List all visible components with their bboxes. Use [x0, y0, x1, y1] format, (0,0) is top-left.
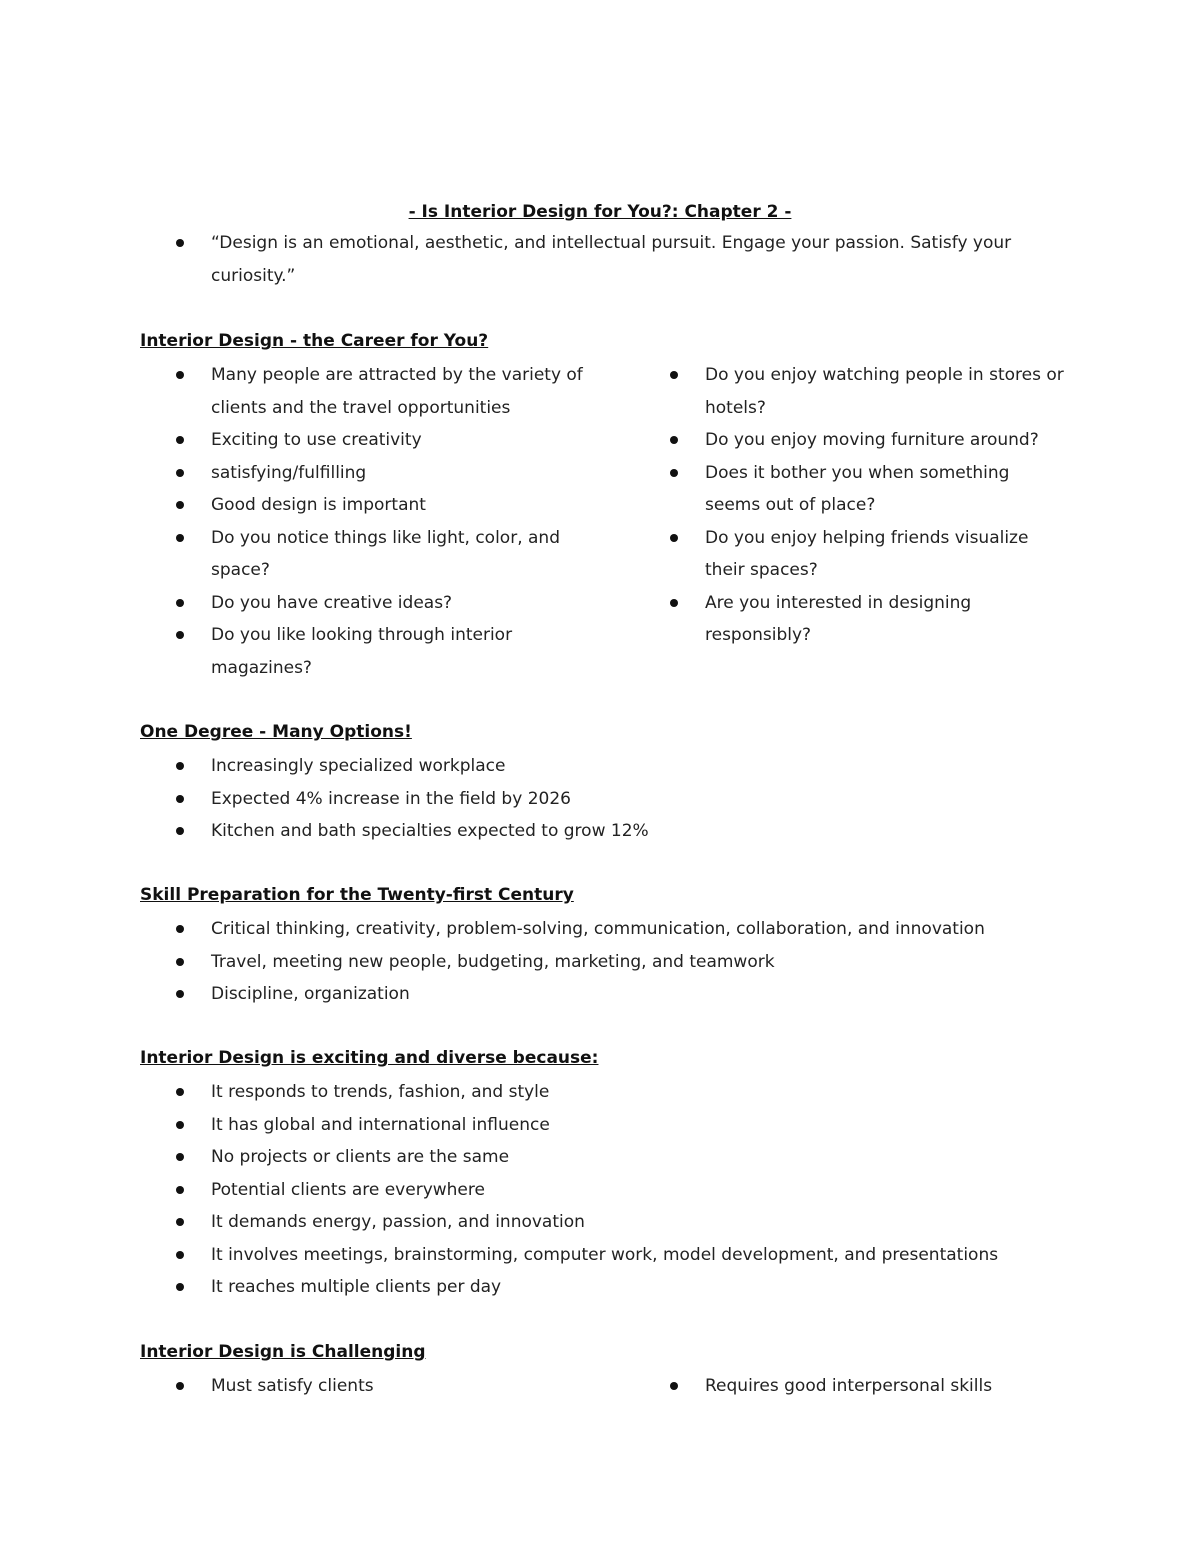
- bullet-icon: [670, 469, 678, 477]
- list-item: [140, 1206, 1070, 1239]
- quote-text: “Design is an emotional, aesthetic, and intellectual pursuit. Engage your passion. Satisfy your curiosity.”: [211, 233, 1012, 286]
- bullet-icon: [176, 958, 184, 966]
- section-exciting: [140, 1044, 1070, 1304]
- bullet-icon: [176, 1283, 184, 1291]
- bullet-icon: [176, 925, 184, 933]
- list-item: [140, 1109, 1070, 1142]
- bullet-icon: [176, 534, 184, 542]
- section-career: [140, 327, 1070, 678]
- list-item: [634, 457, 1064, 522]
- list-item: [634, 587, 1064, 652]
- bullet-icon: [176, 599, 184, 607]
- bullet-icon: [176, 436, 184, 444]
- list-item-text: Good design is important: [211, 495, 426, 515]
- list-item: [140, 1239, 1070, 1272]
- section-heading: Skill Preparation for the Twenty-first Century: [140, 885, 574, 905]
- list-item: [140, 489, 610, 522]
- list-item: [634, 424, 1064, 457]
- bullet-icon: [176, 1218, 184, 1226]
- bullet-icon: [176, 1088, 184, 1096]
- list-item-text: Do you like looking through interior magazines?: [211, 625, 513, 678]
- list-item: [140, 522, 610, 587]
- bullet-icon: [176, 469, 184, 477]
- right-column: [634, 1366, 1064, 1403]
- list-item-text: Does it bother you when something seems out of place?: [705, 462, 1010, 515]
- list-item-text: Travel, meeting new people, budgeting, marketing, and teamwork: [211, 951, 775, 972]
- list-item-text: Critical thinking, creativity, problem-solving, communication, collaboration, and innovation: [211, 919, 985, 939]
- list-item: [140, 913, 1070, 946]
- section-challenging: [140, 1338, 1070, 1396]
- list-item-text: Do you enjoy helping friends visualize their spaces?: [705, 527, 1029, 580]
- list-item: [140, 1370, 610, 1403]
- list-item-text: It demands energy, passion, and innovation: [211, 1212, 585, 1232]
- bullet-icon: [670, 371, 678, 379]
- bullet-icon: [176, 1251, 184, 1259]
- list-item: [140, 946, 1070, 979]
- list-item: [140, 1174, 1070, 1207]
- bullet-icon: [176, 501, 184, 509]
- section-skills: [140, 881, 1070, 1011]
- list-item-text: Kitchen and bath specialties expected to grow 12%: [211, 821, 649, 841]
- list-item-text: Exciting to use creativity: [211, 430, 422, 450]
- list-item-text: It has global and international influence: [211, 1114, 550, 1135]
- list-item-text: No projects or clients are the same: [211, 1147, 510, 1167]
- bullet-icon: [176, 762, 184, 770]
- list-item: [634, 359, 1064, 424]
- list-item: [140, 1076, 1070, 1109]
- list-item: [140, 457, 610, 490]
- section-heading: One Degree - Many Options!: [140, 722, 412, 742]
- list-item-text: Do you enjoy watching people in stores or hotels?: [705, 365, 1064, 418]
- bullet-icon: [176, 1382, 184, 1390]
- list-item: [140, 978, 1070, 1011]
- section-heading: Interior Design is Challenging: [140, 1342, 426, 1362]
- quote-item: [140, 227, 1020, 292]
- list-item: [634, 1370, 1064, 1403]
- bullet-icon: [176, 1186, 184, 1194]
- bullet-icon: [670, 534, 678, 542]
- list-item-text: Are you interested in designing responsibly?: [705, 592, 972, 645]
- bullet-icon: [176, 371, 184, 379]
- document-title: - Is Interior Design for You?: Chapter 2 -: [408, 202, 792, 222]
- bullet-icon: [176, 827, 184, 835]
- list-item: [140, 750, 1070, 783]
- list-item-text: Do you enjoy moving furniture around?: [705, 430, 1039, 450]
- list-item: [140, 424, 610, 457]
- bullet-icon: [670, 599, 678, 607]
- list-item-text: Do you have creative ideas?: [211, 592, 453, 613]
- list-item-text: Potential clients are everywhere: [211, 1179, 485, 1200]
- bullet-icon: [176, 990, 184, 998]
- bullet-icon: [670, 1382, 678, 1390]
- section-heading: Interior Design - the Career for You?: [140, 331, 489, 351]
- list-item-text: Many people are attracted by the variety of clients and the travel opportunities: [211, 365, 583, 418]
- quote-list: [140, 227, 1020, 292]
- list-item-text: Must satisfy clients: [211, 1376, 374, 1396]
- bullet-icon: [670, 436, 678, 444]
- list-item: [634, 522, 1064, 587]
- list-item: [140, 783, 1070, 816]
- left-column: [140, 355, 610, 684]
- list-item-text: Do you notice things like light, color, and space?: [211, 527, 560, 580]
- section-degree: [140, 718, 1070, 848]
- section-heading: Interior Design is exciting and diverse because:: [140, 1048, 599, 1068]
- bullet-icon: [176, 631, 184, 639]
- list-item-text: Discipline, organization: [211, 984, 410, 1004]
- list-item-text: satisfying/fulfilling: [211, 462, 367, 483]
- list-item: [140, 815, 1070, 848]
- list-item: [140, 1271, 1070, 1304]
- list-item: [140, 619, 610, 684]
- bullet-icon: [176, 1121, 184, 1129]
- list-item-text: Increasingly specialized workplace: [211, 756, 506, 776]
- bullet-icon: [176, 1153, 184, 1161]
- list-item-text: It responds to trends, fashion, and style: [211, 1082, 550, 1102]
- list-item: [140, 1141, 1070, 1174]
- bullet-icon: [176, 795, 184, 803]
- bullet-icon: [176, 239, 184, 247]
- right-column: [634, 355, 1064, 652]
- list-item: [140, 359, 610, 424]
- left-column: [140, 1366, 610, 1403]
- list-item-text: Expected 4% increase in the field by 2026: [211, 788, 571, 809]
- list-item-text: It reaches multiple clients per day: [211, 1277, 502, 1297]
- list-item-text: Requires good interpersonal skills: [705, 1376, 993, 1396]
- list-item: [140, 587, 610, 620]
- list-item-text: It involves meetings, brainstorming, computer work, model development, and presentations: [211, 1244, 999, 1265]
